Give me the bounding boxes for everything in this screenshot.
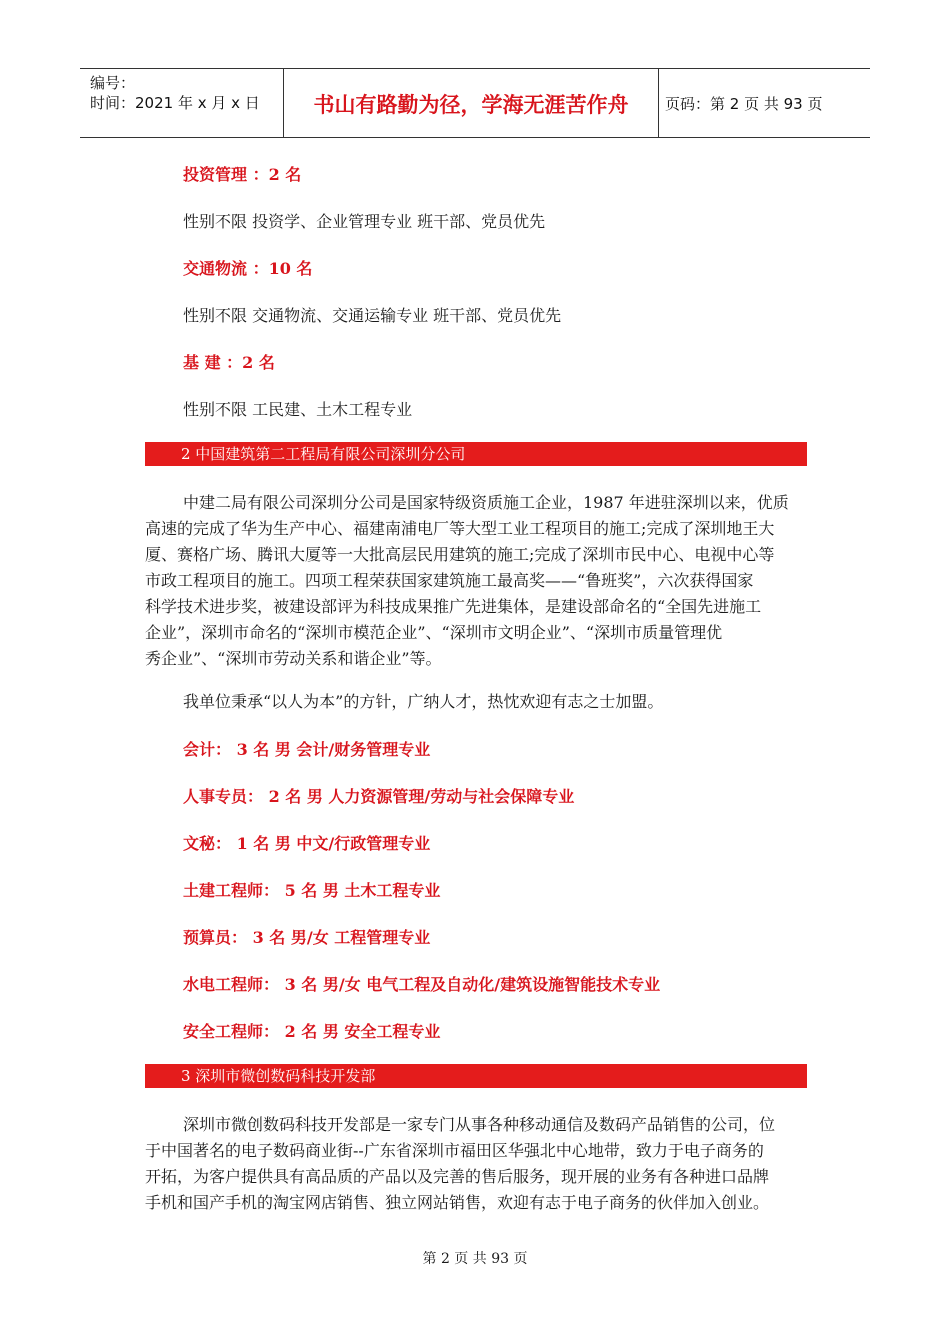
header-meta — [80, 69, 284, 137]
position-description: 性别不限 交通物流、交通运输专业 班干部、党员优先 — [183, 306, 562, 325]
header-motto: 书山有路勤为径，学海无涯苦作舟 — [313, 93, 629, 117]
intro-line: 科学技术进步奖，被建设部评为科技成果推广先进集体，是建设部命名的“全国先进施工 — [145, 597, 762, 616]
intro-line: 深圳市微创数码科技开发部是一家专门从事各种移动通信及数码产品销售的公司，位 — [183, 1115, 776, 1134]
position-listing: 安全工程师： 2 名 男 安全工程专业 — [183, 1022, 441, 1041]
company-motto-line: 我单位秉承“以人为本”的方针，广纳人才，热忱欢迎有志之士加盟。 — [183, 692, 664, 711]
section3-heading: 3 深圳市微创数码科技开发部 — [145, 1064, 807, 1088]
header-motto-cell — [284, 69, 659, 137]
intro-line: 企业”，深圳市命名的“深圳市模范企业”、“深圳市文明企业”、“深圳市质量管理优 — [145, 623, 723, 642]
position-title: 基 建 ：2 名 — [183, 353, 275, 372]
position-listing: 文秘： 1 名 男 中文/行政管理专业 — [183, 834, 431, 853]
page-footer: 第 2 页 共 93 页 — [422, 1251, 528, 1267]
header-page-cell — [659, 69, 870, 137]
position-listing: 预算员： 3 名 男/女 工程管理专业 — [183, 928, 431, 947]
page-header — [80, 68, 870, 138]
document-number-label: 编号： — [90, 74, 136, 92]
position-listing: 人事专员： 2 名 男 人力资源管理/劳动与社会保障专业 — [183, 787, 575, 806]
intro-line: 厦、赛格广场、腾讯大厦等一大批高层民用建筑的施工;完成了深圳市民中心、电视中心等 — [145, 545, 775, 564]
intro-line: 高速的完成了华为生产中心、福建南浦电厂等大型工业工程项目的施工;完成了深圳地王大 — [145, 519, 775, 538]
intro-line: 于中国著名的电子数码商业街--广东省深圳市福田区华强北中心地带，致力于电子商务的 — [145, 1141, 764, 1160]
section2-heading: 2 中国建筑第二工程局有限公司深圳分公司 — [145, 442, 807, 466]
document-time-label: 时间：2021 年 x 月 x 日 — [90, 94, 260, 112]
position-listing: 水电工程师： 3 名 男/女 电气工程及自动化/建筑设施智能技术专业 — [183, 975, 661, 994]
intro-line: 手机和国产手机的淘宝网店销售、独立网站销售，欢迎有志于电子商务的伙伴加入创业。 — [145, 1193, 770, 1212]
position-listing: 土建工程师： 5 名 男 土木工程专业 — [183, 881, 441, 900]
intro-line: 中建二局有限公司深圳分公司是国家特级资质施工企业，1987 年进驻深圳以来，优质 — [183, 493, 789, 512]
position-title: 投资管理 ：2 名 — [183, 165, 302, 184]
position-title: 交通物流 ：10 名 — [183, 259, 313, 278]
position-listing: 会计： 3 名 男 会计/财务管理专业 — [183, 740, 431, 759]
position-description: 性别不限 投资学、企业管理专业 班干部、党员优先 — [183, 212, 546, 231]
intro-line: 市政工程项目的施工。四项工程荣获国家建筑施工最高奖——“鲁班奖”，六次获得国家 — [145, 571, 754, 590]
header-page-number: 页码：第 2 页 共 93 页 — [665, 95, 823, 113]
position-description: 性别不限 工民建、土木工程专业 — [183, 400, 413, 419]
intro-line: 开拓，为客户提供具有高品质的产品以及完善的售后服务，现开展的业务有各种进口品牌 — [145, 1167, 770, 1186]
intro-line: 秀企业”、“深圳市劳动关系和谐企业”等。 — [145, 649, 442, 668]
